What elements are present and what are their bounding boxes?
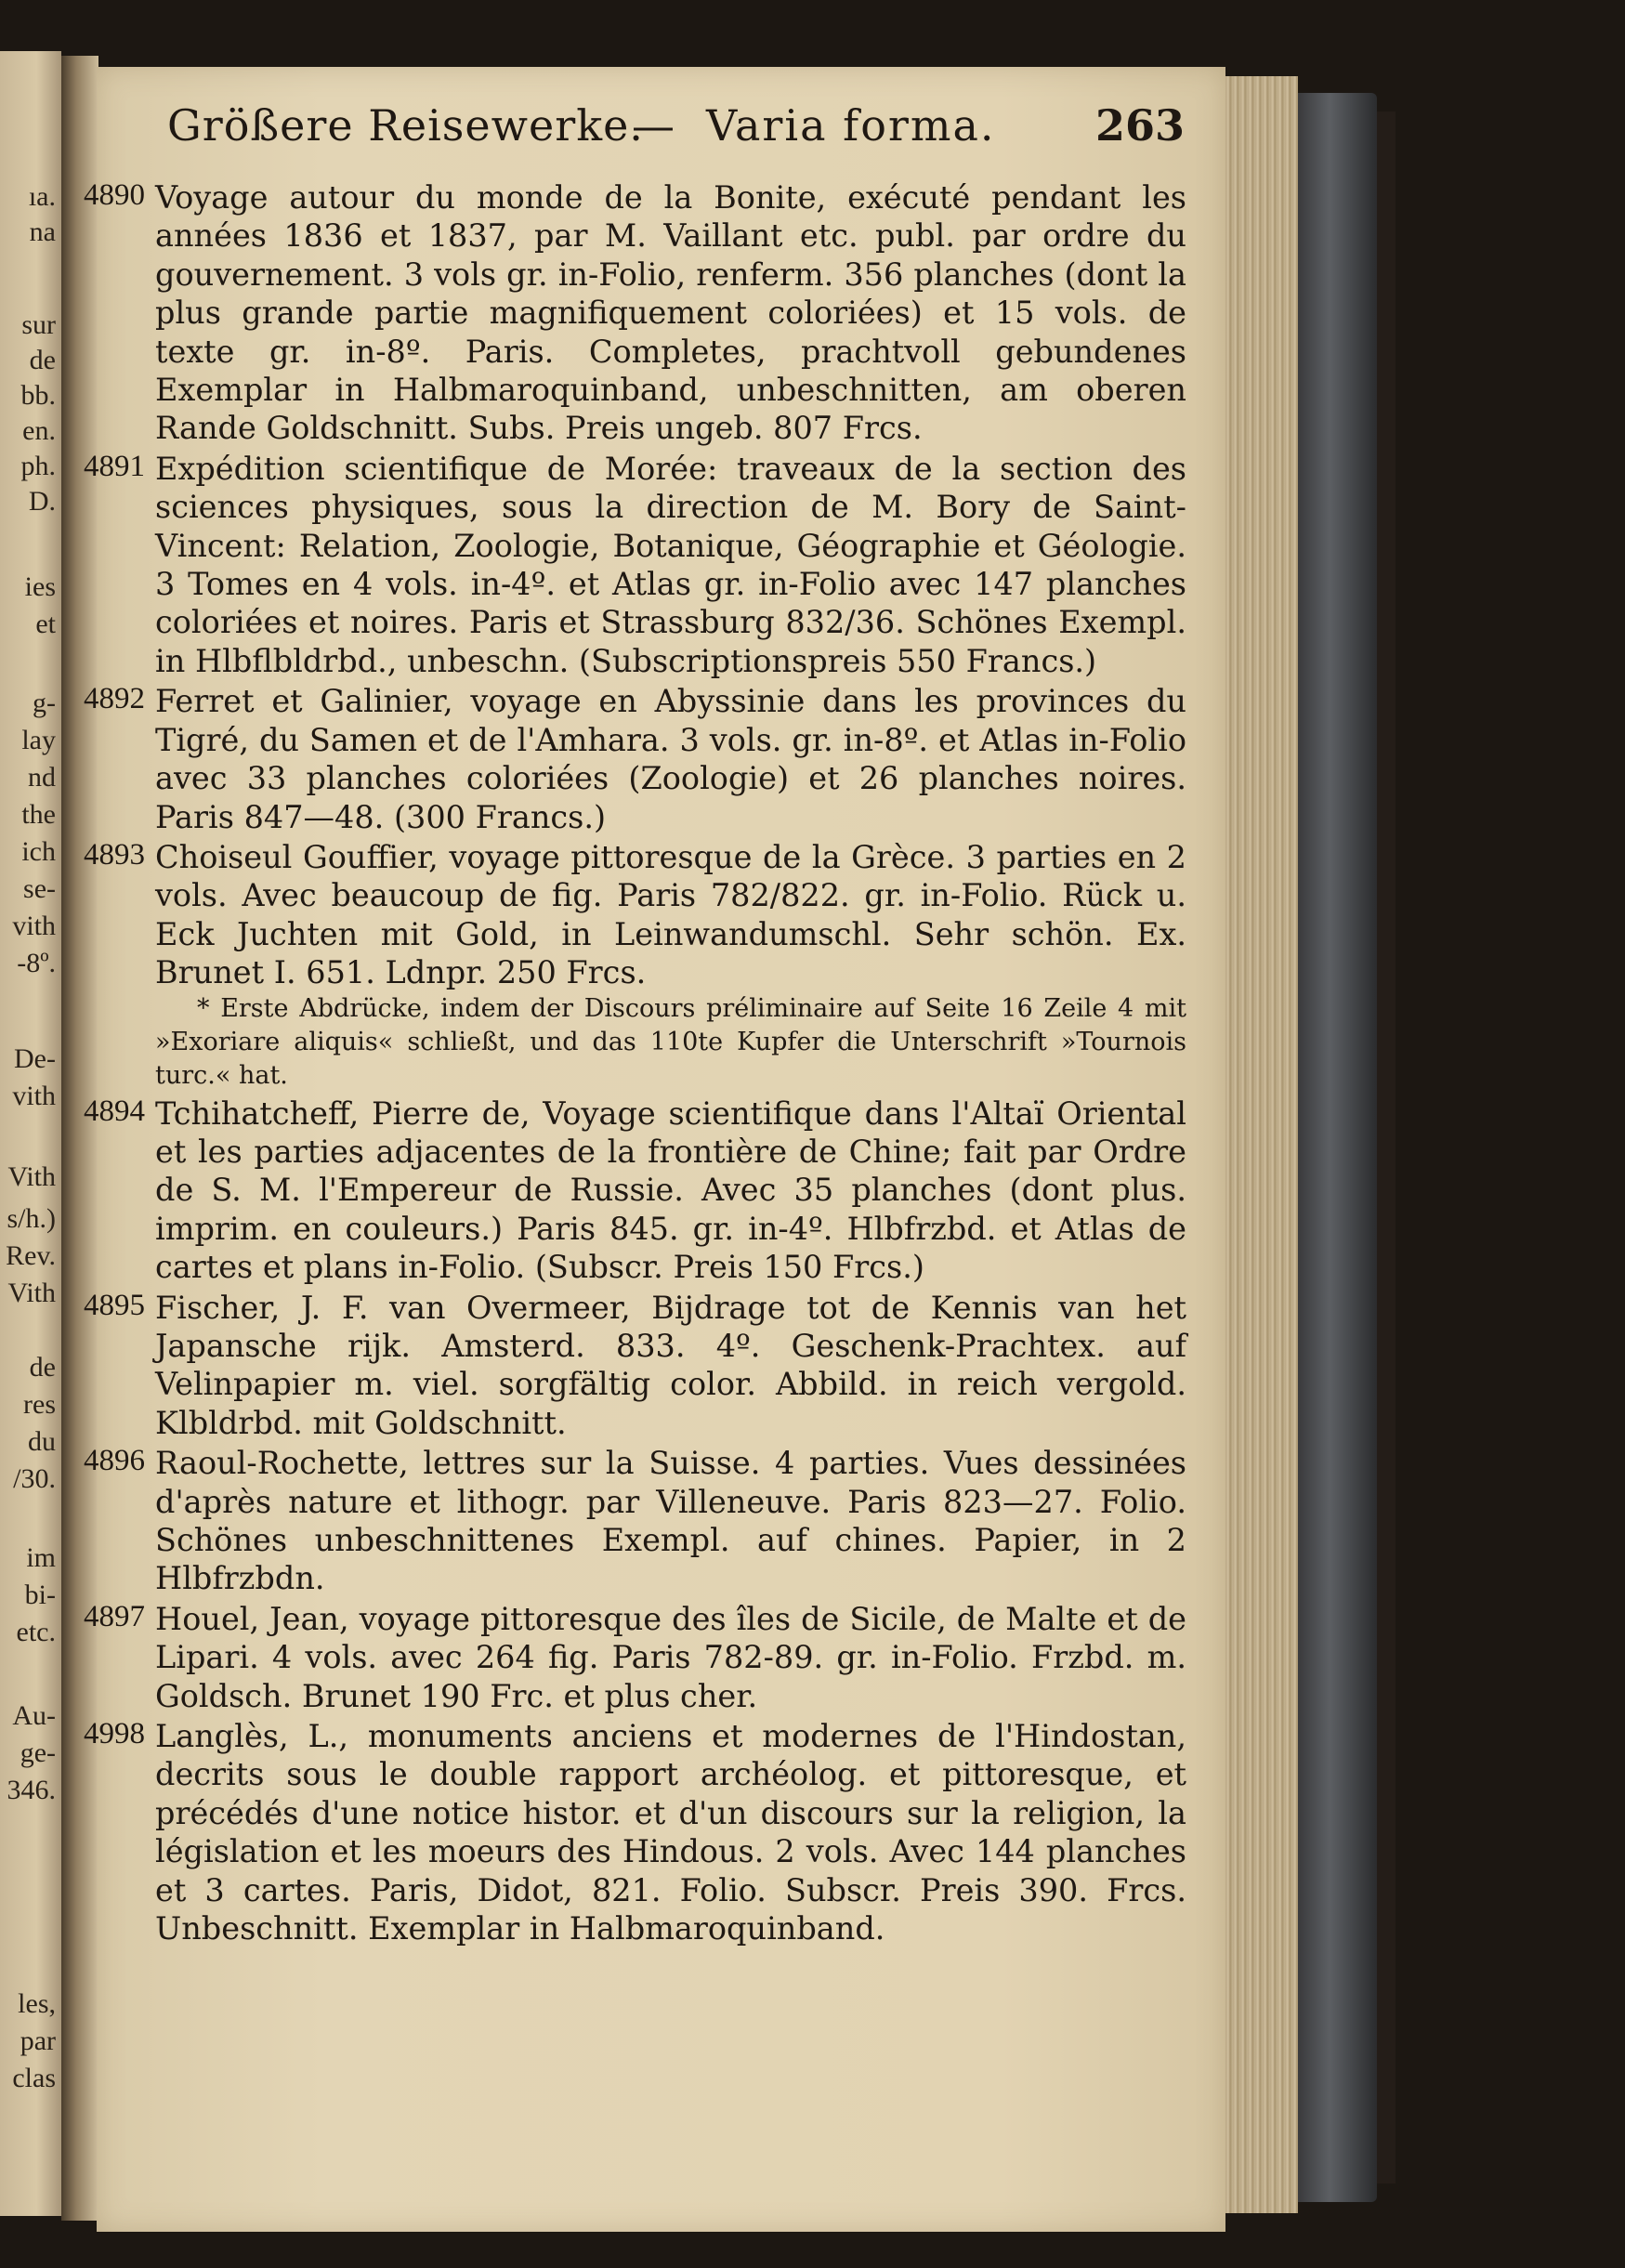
entry-number: 4895 bbox=[84, 1288, 145, 1322]
previous-page-text: de bbox=[29, 345, 56, 375]
previous-page-text: de bbox=[29, 1352, 56, 1383]
previous-page-text: vith bbox=[12, 911, 56, 941]
catalog-page bbox=[84, 67, 1225, 2232]
previous-page-text: s/h.) bbox=[7, 1203, 56, 1234]
previous-page-text: se- bbox=[23, 873, 56, 904]
previous-page-text: etc. bbox=[16, 1617, 56, 1647]
previous-page-text: /30. bbox=[13, 1463, 56, 1494]
previous-page-text: du bbox=[28, 1426, 56, 1457]
previous-page-text: Rev. bbox=[6, 1240, 56, 1271]
previous-page-text: par bbox=[20, 2025, 56, 2056]
catalog-entry bbox=[84, 837, 1225, 1093]
previous-page-text: nd bbox=[28, 762, 56, 793]
previous-page-text: res bbox=[23, 1389, 56, 1420]
previous-page-text: bi- bbox=[24, 1580, 56, 1610]
entry-text: Langlès, L., monuments anciens et modernes de l'Hindostan, decrits sous le double rapport archéolog. et pittoresque, et précédés d'une notice histor. et d'un discours sur la religion, la législation et les moeurs des Hindous. 2 vols. Avec 144 planches et 3 cartes. Paris, Didot, 821. Folio. Subscr. Preis 390. Frcs. Unbeschnitt. Exemplar in Halbmaroquinband. bbox=[155, 1718, 1186, 1947]
entry-footnote: * Erste Abdrücke, indem der Discours préliminaire auf Seite 16 Zeile 4 mit »Exoriare aliquis« schließt, und das 110te Kupfer die Unterschrift »Tournois turc.« hat. bbox=[155, 993, 1186, 1090]
catalog-entry bbox=[84, 449, 1225, 680]
previous-page-text: lay bbox=[21, 725, 56, 755]
entry-number: 4892 bbox=[84, 682, 145, 716]
entry-text: Expédition scientifique de Morée: traveaux de la section des sciences physiques, sous la direction de M. Bory de Saint-Vincent: Relation, Zoologie, Botanique, Géographie et Géologie. 3 Tomes en 4 vols. in-4º. et Atlas gr. in-Folio avec 147 planches coloriées et noires. Paris et Strassburg 832/36. Schönes Exempl. in Hlbflbldrbd., unbeschn. (Subscriptionspreis 550 Francs.) bbox=[155, 450, 1186, 679]
catalog-entry bbox=[84, 1288, 1225, 1443]
catalog-entry bbox=[84, 1094, 1225, 1287]
page-edges bbox=[1225, 76, 1298, 2213]
cover-shadow bbox=[1377, 111, 1396, 2183]
entry-number: 4891 bbox=[84, 449, 145, 483]
entry-text: Tchihatcheff, Pierre de, Voyage scientifique dans l'Altaï Oriental et les parties adjacentes de la frontière de Chine; fait par Ordre de S. M. l'Empereur de Russie. Avec 35 planches (dont plus. imprim. en couleurs.) Paris 845. gr. in-4º. Hlbfrzbd. et Atlas de cartes et plans in-Folio. (Subscr. Preis 150 Frcs.) bbox=[155, 1095, 1186, 1286]
previous-page-fragment bbox=[0, 51, 61, 2216]
running-head-title: Größere Reisewerke. bbox=[167, 100, 644, 151]
previous-page-text: na bbox=[29, 216, 56, 247]
entry-text: Houel, Jean, voyage pittoresque des îles de Sicile, de Malte et de Lipari. 4 vols. avec 264 fig. Paris 782-89. gr. in-Folio. Frzbd. m. Goldsch. Brunet 190 Frc. et plus cher. bbox=[155, 1600, 1186, 1714]
entry-text: Ferret et Galinier, voyage en Abyssinie dans les provinces du Tigré, du Samen et de l'Amhara. 3 vols. gr. in-8º. et Atlas in-Folio avec 33 planches coloriées (Zoologie) et 26 planches noires. Paris 847—48. (300 Francs.) bbox=[155, 683, 1186, 835]
catalog-entry bbox=[84, 178, 1225, 448]
previous-page-text: the bbox=[21, 799, 56, 830]
previous-page-text: im bbox=[26, 1542, 56, 1573]
entry-number: 4897 bbox=[84, 1599, 145, 1633]
entry-text: Fischer, J. F. van Overmeer, Bijdrage tot de Kennis van het Japansche rijk. Amsterd. 833. 4º. Geschenk-Prachtex. auf Velinpapier m. viel. sorgfältig color. Abbild. in reich vergold. Klbldrbd. mit Goldschnitt. bbox=[155, 1289, 1186, 1441]
entry-number: 4893 bbox=[84, 837, 145, 872]
previous-page-text: en. bbox=[22, 415, 56, 446]
previous-page-text: les, bbox=[18, 1988, 56, 2019]
previous-page-text: sur bbox=[21, 309, 56, 340]
running-head-separator: — bbox=[632, 100, 675, 151]
entry-text: Choiseul Gouffier, voyage pittoresque de la Grèce. 3 parties en 2 vols. Avec beaucoup de fig. Paris 782/822. gr. in-Folio. Rück u. Eck Juchten mit Gold, in Leinwandumschl. Sehr schön. Ex. Brunet I. 651. Ldnpr. 250 Frcs. bbox=[155, 838, 1186, 991]
entry-text: Voyage autour du monde de la Bonite, exécuté pendant les années 1836 et 1837, par M. Vaillant etc. publ. par ordre du gouvernement. 3 vols gr. in-Folio, renferm. 356 planches (dont la plus grande partie magnifiquement coloriées) et 15 vols. de texte gr. in-8º. Paris. Completes, prachtvoll gebundenes Exemplar in Halbmaroquinband, unbeschnitten, am oberen Rande Goldschnitt. Subs. Preis ungeb. 807 Frcs. bbox=[155, 179, 1186, 447]
previous-page-text: vith bbox=[12, 1081, 56, 1111]
previous-page-text: Vith bbox=[7, 1278, 56, 1308]
entry-number: 4998 bbox=[84, 1717, 145, 1751]
entry-number: 4896 bbox=[84, 1444, 145, 1478]
running-head-section: Varia forma. bbox=[706, 100, 996, 151]
page-number: 263 bbox=[1094, 100, 1185, 151]
running-head bbox=[167, 100, 1185, 165]
previous-page-text: bb. bbox=[20, 380, 56, 411]
catalog-entry bbox=[84, 682, 1225, 836]
previous-page-text: ies bbox=[24, 571, 56, 602]
previous-page-text: ıa. bbox=[28, 181, 56, 212]
book-cover bbox=[1298, 93, 1377, 2202]
entry-text: Raoul-Rochette, lettres sur la Suisse. 4 parties. Vues dessinées d'après nature et lithogr. par Villeneuve. Paris 823—27. Folio. Schönes unbeschnittenes Exempl. auf chines. Papier, in 2 Hlbfrzbdn. bbox=[155, 1445, 1186, 1597]
previous-page-text: De- bbox=[14, 1043, 56, 1074]
entry-number: 4894 bbox=[84, 1094, 145, 1128]
previous-page-text: D. bbox=[28, 486, 56, 517]
previous-page-text: g- bbox=[33, 688, 56, 718]
previous-page-text: ge- bbox=[20, 1737, 56, 1768]
previous-page-text: Vith bbox=[7, 1161, 56, 1192]
previous-page-text: Au- bbox=[12, 1700, 56, 1731]
previous-page-text: 346. bbox=[7, 1775, 56, 1805]
catalog-entry bbox=[84, 1444, 1225, 1598]
catalog-entry bbox=[84, 1599, 1225, 1715]
book-gutter bbox=[61, 56, 98, 2221]
previous-page-text: -8º. bbox=[17, 948, 56, 978]
previous-page-text: et bbox=[35, 609, 56, 639]
previous-page-text: clas bbox=[12, 2063, 56, 2093]
entry-list bbox=[84, 178, 1225, 1949]
catalog-entry bbox=[84, 1717, 1225, 1947]
previous-page-text: ph. bbox=[20, 451, 56, 481]
previous-page-text: ich bbox=[21, 836, 56, 867]
entry-number: 4890 bbox=[84, 178, 145, 212]
